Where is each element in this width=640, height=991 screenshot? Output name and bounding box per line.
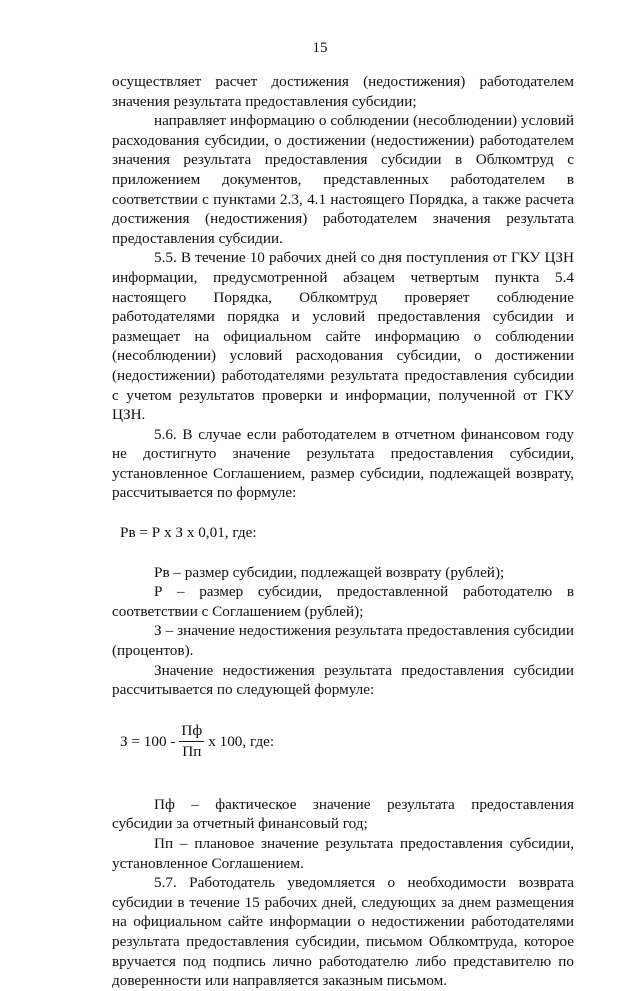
formula-rhs: x 100, где: [208,732,275,750]
fraction-denominator: Пп [182,742,202,760]
paragraph-5-6: 5.6. В случае если работодателем в отчетном финансовом году не достигнуто значение результата предоставления субсидии, установленное Соглашением, размер субсидии, подлежащей возврату, рассчитывается по формуле: [112,425,574,502]
paragraph-calc: осуществляет расчет достижения (недостижения) работодателем значения результата предоставления субсидии; [112,73,574,110]
formula-lhs: З = 100 - [120,732,176,750]
definition-z: З – значение недостижения результата предоставления субсидии (процентов). [112,622,574,660]
formula-nondiscovery [112,722,574,761]
paragraph-nondiscovery-value: Значение недостижения результата предоставления субсидии рассчитывается по следующей формуле: [112,661,574,699]
page-number: 15 [312,40,328,56]
paragraph-send-info: направляет информацию о соблюдении (несоблюдении) условий расходования субсидии, о достижении (недостижении) работодателем значения результата предоставления субсидии в Облкомтруд с приложением документов, представленных работодателем в соответствии с пунктами 2.3, 4.1 настоящего Порядка, а также расчета достижения (недостижения) работодателем значения результата предоставления субсидии. [112,112,574,247]
definition-pf: Пф – фактическое значение результата предоставления субсидии за отчетный финансовый год; [112,795,574,833]
formula-refund: Рв = Р x З x 0,01, где: [120,524,257,542]
paragraph-5-7: 5.7. Работодатель уведомляется о необходимости возврата субсидии в течение 15 рабочих дней, следующих за днем размещения на официальном сайте информации о недостижении работодателями результата предоставления субсидии, письмом Облкомтруда, которое вручается под подпись лично работодателю либо представителю по доверенности или направляется заказным письмом. [112,874,574,990]
paragraph-5-5: 5.5. В течение 10 рабочих дней со дня поступления от ГКУ ЦЗН информации, предусмотренной абзацем четвертым пункта 5.4 настоящего Порядка, Облкомтруд проверяет соблюдение работодателями порядка и условий предоставления субсидии и размещает на официальном сайте информацию о соблюдении (несоблюдении) условий расходования субсидии, о достижении (недостижении) работодателями результата предоставления субсидии с учетом результатов проверки и информации, полученной от ГКУ ЦЗН. [112,249,574,424]
definition-rv: Рв – размер субсидии, подлежащей возврату (рублей); [154,563,505,581]
formula-fraction [179,722,204,761]
document-body [112,72,574,991]
fraction-numerator: Пф [179,722,204,742]
definition-r: Р – размер субсидии, предоставленной работодателю в соответствии с Соглашением (рублей); [112,583,574,620]
definition-pp: Пп – плановое значение результата предоставления субсидии, установленное Соглашением. [112,835,574,872]
